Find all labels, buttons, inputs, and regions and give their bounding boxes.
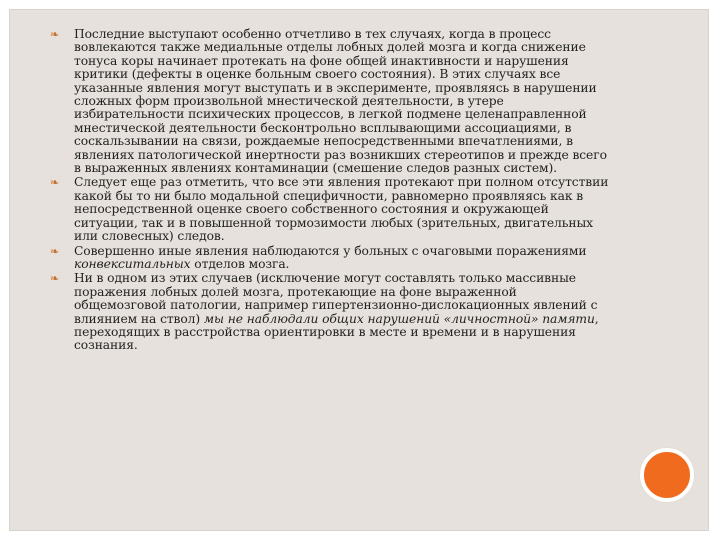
fleuron-bullet-icon: ❧ [50, 244, 60, 258]
bullet-3-emphasis: конвекситальных [74, 256, 191, 271]
bullet-4-text-a: Ни в одном из этих случаев (исключение могут составлять только массивные поражения лобных долей мозга, протекающие на фоне выраженной общемозговой патологии, например гипертензионно-дислокационных явлений с влиянием на ствол) [74, 271, 598, 326]
bullet-4-emphasis: мы не наблюдали общих нарушений «личностной» памяти [203, 311, 595, 326]
fleuron-bullet-icon: ❧ [50, 176, 60, 190]
slide-content [50, 28, 610, 354]
orange-circle-decoration [640, 448, 694, 502]
bullet-2-text: Следует еще раз отметить, что все эти явления протекают при полном отсутствии какой бы то ни было модальной специфичности, равномерно проявляясь как в непосредственной оценке своего собственного состояния и окружающей ситуации, так и в повышенной тормозимости любых (зрительных, двигательных или словесных) следов. [74, 175, 609, 244]
bullet-paragraph-4 [50, 272, 610, 352]
bullet-1-text: Последние выступают особенно отчетливо в тех случаях, когда в процесс вовлекаются также медиальные отделы лобных долей мозга и когда снижение тонуса коры начинает протекать на фоне общей инактивности и нарушения критики (дефекты в оценке больным своего состояния). В этих случаях все указанные явления могут выступать и в эксперименте, проявляясь в нарушении сложных форм произвольной мнестической деятельности, в утере избирательности психических процессов, в легкой подмене целенаправленной мнестической деятельности бесконтрольно всплывающими ассоциациями, в соскальзывании на связи, рождаемые непосредственными впечатлениями, в явлениях патологической инертности раз возникших стереотипов и прежде всего в выраженных явлениях контаминации (смешение следов разных систем). [74, 27, 607, 176]
bullet-3-text-a: Совершенно иные явления наблюдаются у больных с очаговыми поражениями [74, 243, 587, 258]
bullet-paragraph-2 [50, 176, 610, 243]
bullet-paragraph-3 [50, 245, 610, 272]
fleuron-bullet-icon: ❧ [50, 28, 60, 41]
bullet-3-text-b: отделов мозга. [190, 256, 290, 271]
slide-frame [9, 9, 709, 531]
bullet-4-text-b: , переходящих в расстройства ориентировки в месте и времени и в нарушения сознания. [74, 311, 599, 353]
fleuron-bullet-icon: ❧ [50, 272, 60, 286]
bullet-paragraph-1 [50, 28, 610, 175]
